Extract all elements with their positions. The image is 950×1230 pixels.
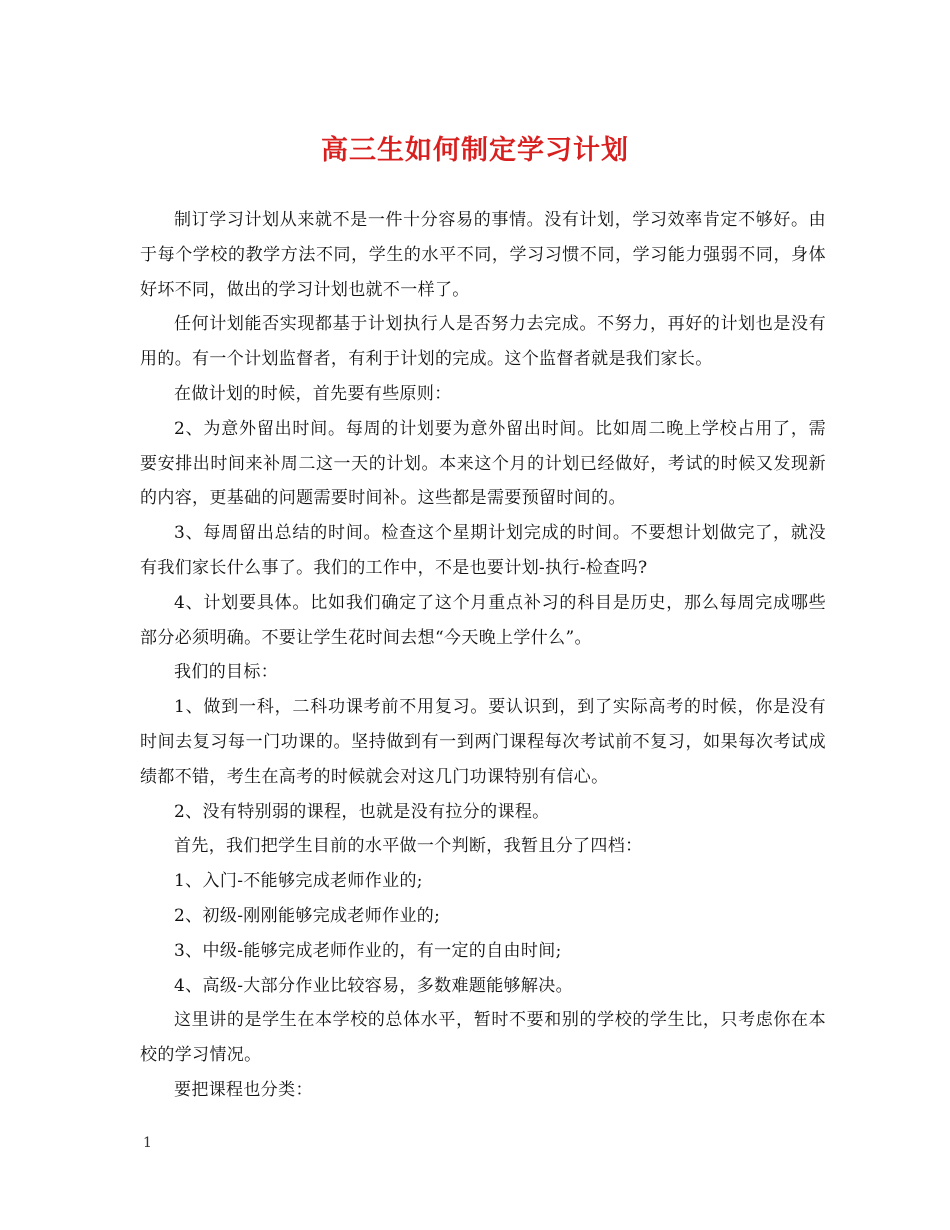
- paragraph: 我们的目标：: [174, 662, 279, 683]
- paragraph: 在做计划的时候，首先要有些原则：: [174, 383, 452, 404]
- paragraph: 任何计划能否实现都基于计划执行人是否努力去完成。不努力，再好的计划也是没有用的。有一个计划监督者，有利于计划的完成。这个监督者就是我们家长。: [140, 314, 826, 370]
- paragraph: 2、为意外留出时间。每周的计划要为意外留出时间。比如周二晚上学校占用了，需要安排出时间来补周二这一天的计划。本来这个月的计划已经做好，考试的时候又发现新的内容，更基础的问题需要时间补。这些都是需要预留时间的。: [140, 418, 826, 509]
- list-item: 1、入门-不能够完成老师作业的;: [174, 871, 423, 892]
- paragraph: 2、没有特别弱的课程，也就是没有拉分的课程。: [174, 801, 550, 822]
- paragraph: 4、计划要具体。比如我们确定了这个月重点补习的科目是历史，那么每周完成哪些部分必须明确。不要让学生花时间去想“今天晚上学什么”。: [140, 592, 826, 648]
- list-item: 2、初级-刚刚能够完成老师作业的;: [174, 905, 441, 926]
- paragraph: 要把课程也分类：: [174, 1079, 313, 1100]
- paragraph: 3、每周留出总结的时间。检查这个星期计划完成的时间。不要想计划做完了，就没有我们家长什么事了。我们的工作中，不是也要计划-执行-检查吗?: [140, 523, 826, 578]
- document-body: [140, 203, 826, 1108]
- list-item: 3、中级-能够完成老师作业的，有一定的自由时间;: [174, 940, 562, 961]
- paragraph: 制订学习计划从来就不是一件十分容易的事情。没有计划，学习效率肯定不够好。由于每个学校的教学方法不同，学生的水平不同，学习习惯不同，学习能力强弱不同，身体好坏不同，做出的学习计划也就不一样了。: [140, 210, 826, 300]
- paragraph: 1、做到一科，二科功课考前不用复习。要认识到，到了实际高考的时候，你是没有时间去复习每一门功课的。坚持做到有一到两门课程每次考试前不复习，如果每次考试成绩都不错，考生在高考的时候就会对这几门功课特别有信心。: [140, 697, 826, 787]
- page-number: 1: [143, 1135, 152, 1151]
- paragraph: 首先，我们把学生目前的水平做一个判断，我暂且分了四档：: [174, 836, 643, 857]
- list-item: 4、高级-大部分作业比较容易，多数难题能够解决。: [174, 975, 573, 996]
- paragraph: 这里讲的是学生在本学校的总体水平，暂时不要和别的学校的学生比，只考虑你在本校的学习情况。: [140, 1010, 826, 1066]
- page-title: 高三生如何制定学习计划: [321, 135, 629, 166]
